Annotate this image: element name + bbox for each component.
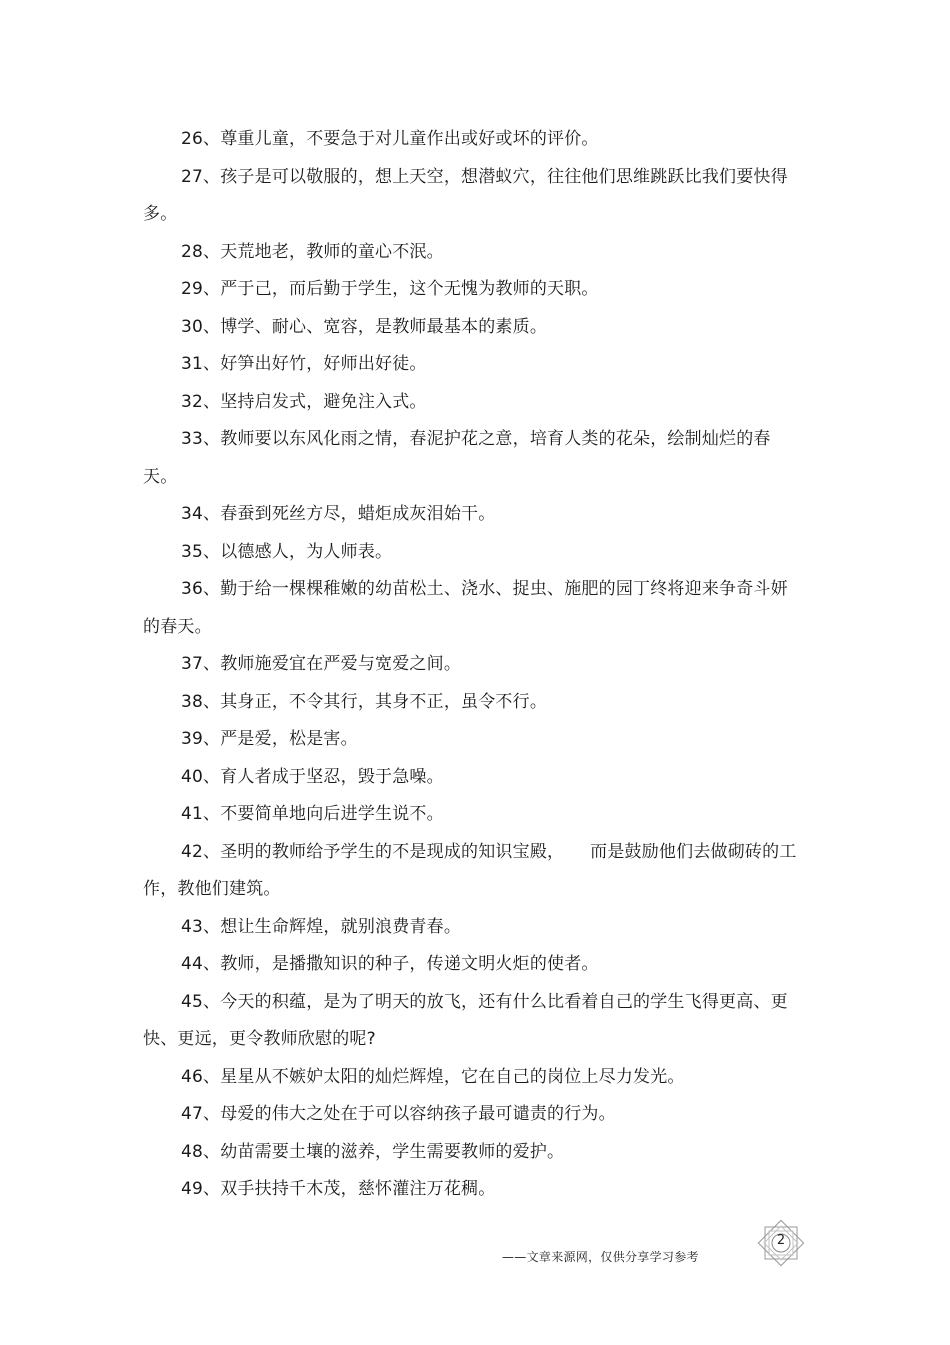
- paragraph-40: 40、育人者成于坚忍，毁于急噪。: [181, 766, 444, 787]
- paragraph-44: 44、教师，是播撒知识的种子，传递文明火炬的使者。: [181, 954, 599, 974]
- paragraph-48: 48、幼苗需要土壤的滋养，学生需要教师的爱护。: [181, 1141, 565, 1162]
- paragraph-37: 37、教师施爱宜在严爱与宽爱之间。: [181, 654, 462, 674]
- footer-source-text: ——文章来源网，仅供分享学习参考: [502, 1250, 699, 1264]
- paragraph-41: 41、不要简单地向后进学生说不。: [181, 804, 444, 824]
- paragraph-49: 49、双手扶持千木茂，慈怀灌注万花稠。: [181, 1179, 496, 1199]
- paragraph-32: 32、坚持启发式，避免注入式。: [181, 391, 427, 412]
- paragraph-27: 27、孩子是可以敬服的，想上天空，想潜蚁穴，往往他们思维跳跃比我们要快得多。: [143, 166, 788, 224]
- paragraph-28: 28、天荒地老，教师的童心不泯。: [181, 241, 444, 262]
- paragraph-30: 30、博学、耐心、宽容，是教师最基本的素质。: [181, 316, 548, 337]
- paragraph-35: 35、以德感人，为人师表。: [181, 541, 393, 562]
- paragraph-42: 42、圣明的教师给予学生的不是现成的知识宝殿， 而是鼓励他们去做砌砖的工作，教他们建筑。: [143, 841, 797, 899]
- paragraph-34: 34、春蚕到死丝方尽，蜡炬成灰泪始干。: [181, 504, 496, 524]
- paragraph-29: 29、严于己，而后勤于学生，这个无愧为教师的天职。: [181, 279, 599, 299]
- paragraph-38: 38、其身正，不令其行，其身不正，虽令不行。: [181, 691, 548, 712]
- paragraph-36: 36、勤于给一棵棵稚嫩的幼苗松土、浇水、捉虫、施肥的园丁终将迎来争奇斗妍的春天。: [143, 579, 788, 637]
- paragraph-45: 45、今天的积蕴，是为了明天的放飞，还有什么比看着自己的学生飞得更高、更快、更远，更令教师欣慰的呢?: [143, 991, 788, 1049]
- page-number-badge: [757, 1219, 805, 1267]
- paragraph-39: 39、严是爱，松是害。: [181, 729, 358, 749]
- document-body: [143, 121, 803, 1209]
- paragraph-47: 47、母爱的伟大之处在于可以容纳孩子最可谴责的行为。: [181, 1104, 616, 1124]
- paragraph-33: 33、教师要以东风化雨之情，春泥护花之意，培育人类的花朵，绘制灿烂的春天。: [143, 429, 771, 487]
- paragraph-43: 43、想让生命辉煌，就别浪费青春。: [181, 916, 462, 937]
- paragraph-46: 46、星星从不嫉妒太阳的灿烂辉煌，它在自己的岗位上尽力发光。: [181, 1066, 685, 1087]
- paragraph-31: 31、好笋出好竹，好师出好徒。: [181, 354, 427, 374]
- page-number: 2: [776, 1233, 786, 1248]
- paragraph-26: 26、尊重儿童，不要急于对儿童作出或好或坏的评价。: [181, 129, 599, 149]
